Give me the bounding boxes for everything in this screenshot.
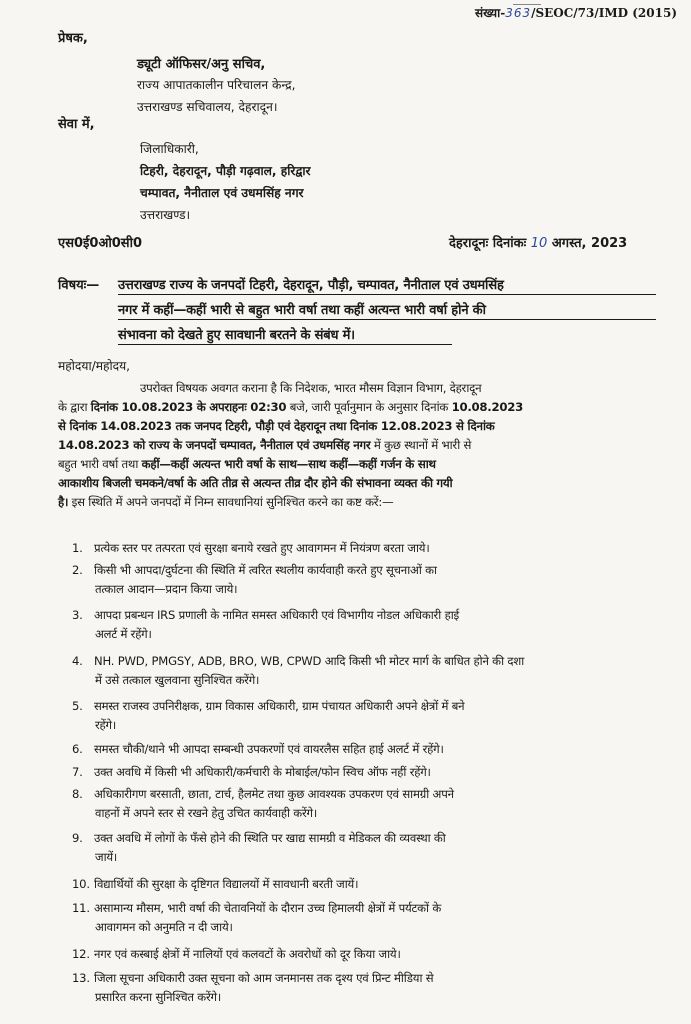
item-number: 11. [72,901,90,915]
item-text-cont: तत्काल आदान—प्रदान किया जाये। [95,582,238,596]
item-text: उक्त अवधि में किसी भी अधिकारी/कर्मचारी के मोबाईल/फोन स्विच ऑफ नहीं रहेंगे। [94,765,431,779]
item-text-cont: आवागमन को अनुमति न दी जाये। [95,920,233,934]
item-text-cont: में उसे तत्काल खुलवाना सुनिश्चित करेंगे। [95,673,260,687]
salutation: महोदया/महोदय, [58,359,131,373]
list-item [72,742,444,757]
list-item [72,541,430,556]
item-number: 3. [72,608,83,622]
body-text: इस स्थिति में अपने जनपदों में निम्न सावधानियां सुनिश्चित करने का कष्ट करें:— [71,495,394,509]
body-bold-text: दिनांक 10.08.2023 के अपराहनः 02:30 [90,400,287,414]
item-number: 6. [72,742,83,756]
body-line-4 [58,437,471,453]
body-line-7 [58,494,393,510]
item-number: 10. [72,877,90,891]
item-text: समस्त राजस्व उपनिरीक्षक, ग्राम विकास अधिकारी, ग्राम पंचायत अधिकारी अपने क्षेत्रों में बने [94,699,465,713]
recipient-line-4: उत्तराखण्ड। [140,208,191,222]
item-number: 9. [72,831,83,845]
subject-line-1: उत्तराखण्ड राज्य के जनपदों टिहरी, देहरादून, पौड़ी, चम्पावत, नैनीताल एवं उधमसिंह [118,278,504,293]
body-line-5 [58,456,436,472]
recipient-label: सेवा में, [58,117,95,132]
body-line-3: से दिनांक 14.08.2023 तक जनपद टिहरी, पौड़ी एवं देहरादून तथा दिनांक 12.08.2023 से दिनांक [58,419,495,433]
item-text: अधिकारीगण बरसाती, छाता, टार्च, हैलमेट तथा कुछ आवश्यक उपकरण एवं सामग्री अपने [94,787,454,801]
body-bold-text: है। [58,495,69,509]
item-text: विद्यार्थियों की सुरक्षा के दृष्टिगत विद्यालयों में सावधानी बरती जायें। [94,877,359,891]
list-item [72,563,437,596]
item-text: नगर एवं कस्बाई क्षेत्रों में नालियों एवं कलवटों के अवरोधों को दूर किया जाये। [94,947,401,961]
body-bold-text: 14.08.2023 को राज्य के जनपदों चम्पावत, नैनीताल एवं उधमसिंह नगर [58,438,371,452]
body-text: बहुत भारी वर्षा तथा [58,457,139,471]
list-item [72,831,446,864]
sender-office: राज्य आपातकालीन परिचालन केन्द्र, [137,78,296,92]
list-item [72,947,401,962]
item-text: आपदा प्रबन्धन IRS प्रणाली के नामित समस्त अधिकारी एवं विभागीय नोडल अधिकारी हाई [94,608,460,622]
item-number: 2. [72,563,83,577]
subject-underline-1 [118,294,656,295]
date-rest: अगस्त, 2023 [551,236,628,251]
list-item [72,699,465,732]
item-number: 1. [72,541,83,555]
item-text: असामान्य मौसम, भारी वर्षा की चेतावनियों के दौरान उच्च हिमालयी क्षेत्रों में पर्यटकों के [94,901,442,915]
item-number: 5. [72,699,83,713]
item-text-cont: जायें। [95,850,118,864]
item-text: जिला सूचना अधिकारी उक्त सूचना को आम जनमानस तक दृश्य एवं प्रिन्ट मीडिया से [94,971,434,985]
list-item [72,654,525,687]
recipient-line-2: टिहरी, देहरादून, पौड़ी गढ़वाल, हरिद्वार [140,164,311,178]
item-text: समस्त चौकी/थाने भी आपदा सम्बन्धी उपकरणों एवं वायरलैस सहित हाई अलर्ट में रहेंगे। [94,742,444,756]
item-text: उक्त अवधि में लोगों के फँसे होने की स्थिति पर खाद्य सामग्री व मेडिकल की व्यवस्था की [94,831,446,845]
item-text: किसी भी आपदा/दुर्घटना की स्थिति में त्वरित स्थलीय कार्यवाही करते हुए सूचनाओं का [94,563,437,577]
item-number: 4. [72,654,83,668]
sender-designation: ड्यूटी ऑफिसर/अनु सचिव, [137,57,266,72]
item-text-cont: वाहनों में अपने स्तर से रखने हेतु उचित कार्यवाही करेंगे। [95,806,318,820]
subject-line-2: नगर में कहीं—कहीं भारी से बहुत भारी वर्षा तथा कहीं अत्यन्त भारी वर्षा होने की [118,303,486,318]
body-text: बजे, जारी पूर्वानुमान के अनुसार दिनांक [289,400,449,414]
ref-code: /SEOC/73/IMD (2015) [531,6,677,20]
list-item [72,765,431,780]
body-line-1: उपरोक्त विषयक अवगत कराना है कि निदेशक, भारत मौसम विज्ञान विभाग, देहरादून [140,381,482,395]
item-number: 12. [72,947,90,961]
subject-underline-3 [118,344,452,345]
item-text-cont: रहेंगे। [95,718,117,732]
subject-label: विषयः— [58,278,100,293]
sender-address: उत्तराखण्ड सचिवालय, देहरादून। [137,100,278,114]
list-item [72,608,460,641]
date-prefix: देहरादूनः दिनांकः [449,236,527,251]
reference-number [475,4,677,21]
list-item [72,877,358,892]
body-bold-text: 10.08.2023 [451,400,524,414]
item-number: 8. [72,787,83,801]
recipient-line-3: चम्पावत, नैनीताल एवं उधमसिंह नगर [140,186,304,200]
item-text: NH. PWD, PMGSY, ADB, BRO, WB, CPWD आदि किसी भी मोटर मार्ग के बाधित होने की दशा [94,654,525,668]
body-bold-text: कहीं—कहीं अत्यन्त भारी वर्षा के साथ—साथ कहीं—कहीं गर्जन के साथ [141,457,436,471]
body-line-6: आकाशीय बिजली चमकने/वर्षा के अति तीव्र से अत्यन्त तीव्र दौर होने की संभावना व्यक्त की गयी [58,476,453,490]
item-number: 13. [72,971,90,985]
body-line-2 [58,399,523,415]
letter-date [449,233,627,251]
body-text: के द्वारा [58,400,88,414]
body-text: में कुछ स्थानों में भारी से [373,438,472,452]
subject-underline-2 [118,319,656,320]
date-day-handwritten: 10 [530,236,548,251]
subject-line-3: संभावना को देखते हुए सावधानी बरतने के संबंध में। [118,328,355,343]
item-text-cont: प्रसारित करना सुनिश्चित करेंगे। [95,990,222,1004]
sender-label: प्रेषक, [58,31,88,46]
item-number: 7. [72,765,83,779]
list-item [72,971,434,1004]
list-item [72,901,442,934]
list-item [72,787,454,820]
ref-handwritten-number: 363 [505,6,532,20]
item-text: प्रत्येक स्तर पर तत्परता एवं सुरक्षा बनाये रखते हुए आवागमन में नियंत्रण बरता जाये। [94,541,430,555]
letter-code: एस0ई0ओ0सी0 [58,236,142,251]
item-text-cont: अलर्ट में रहेंगे। [95,627,152,641]
recipient-line-1: जिलाधिकारी, [140,142,199,156]
ref-prefix: संख्या- [475,6,506,20]
